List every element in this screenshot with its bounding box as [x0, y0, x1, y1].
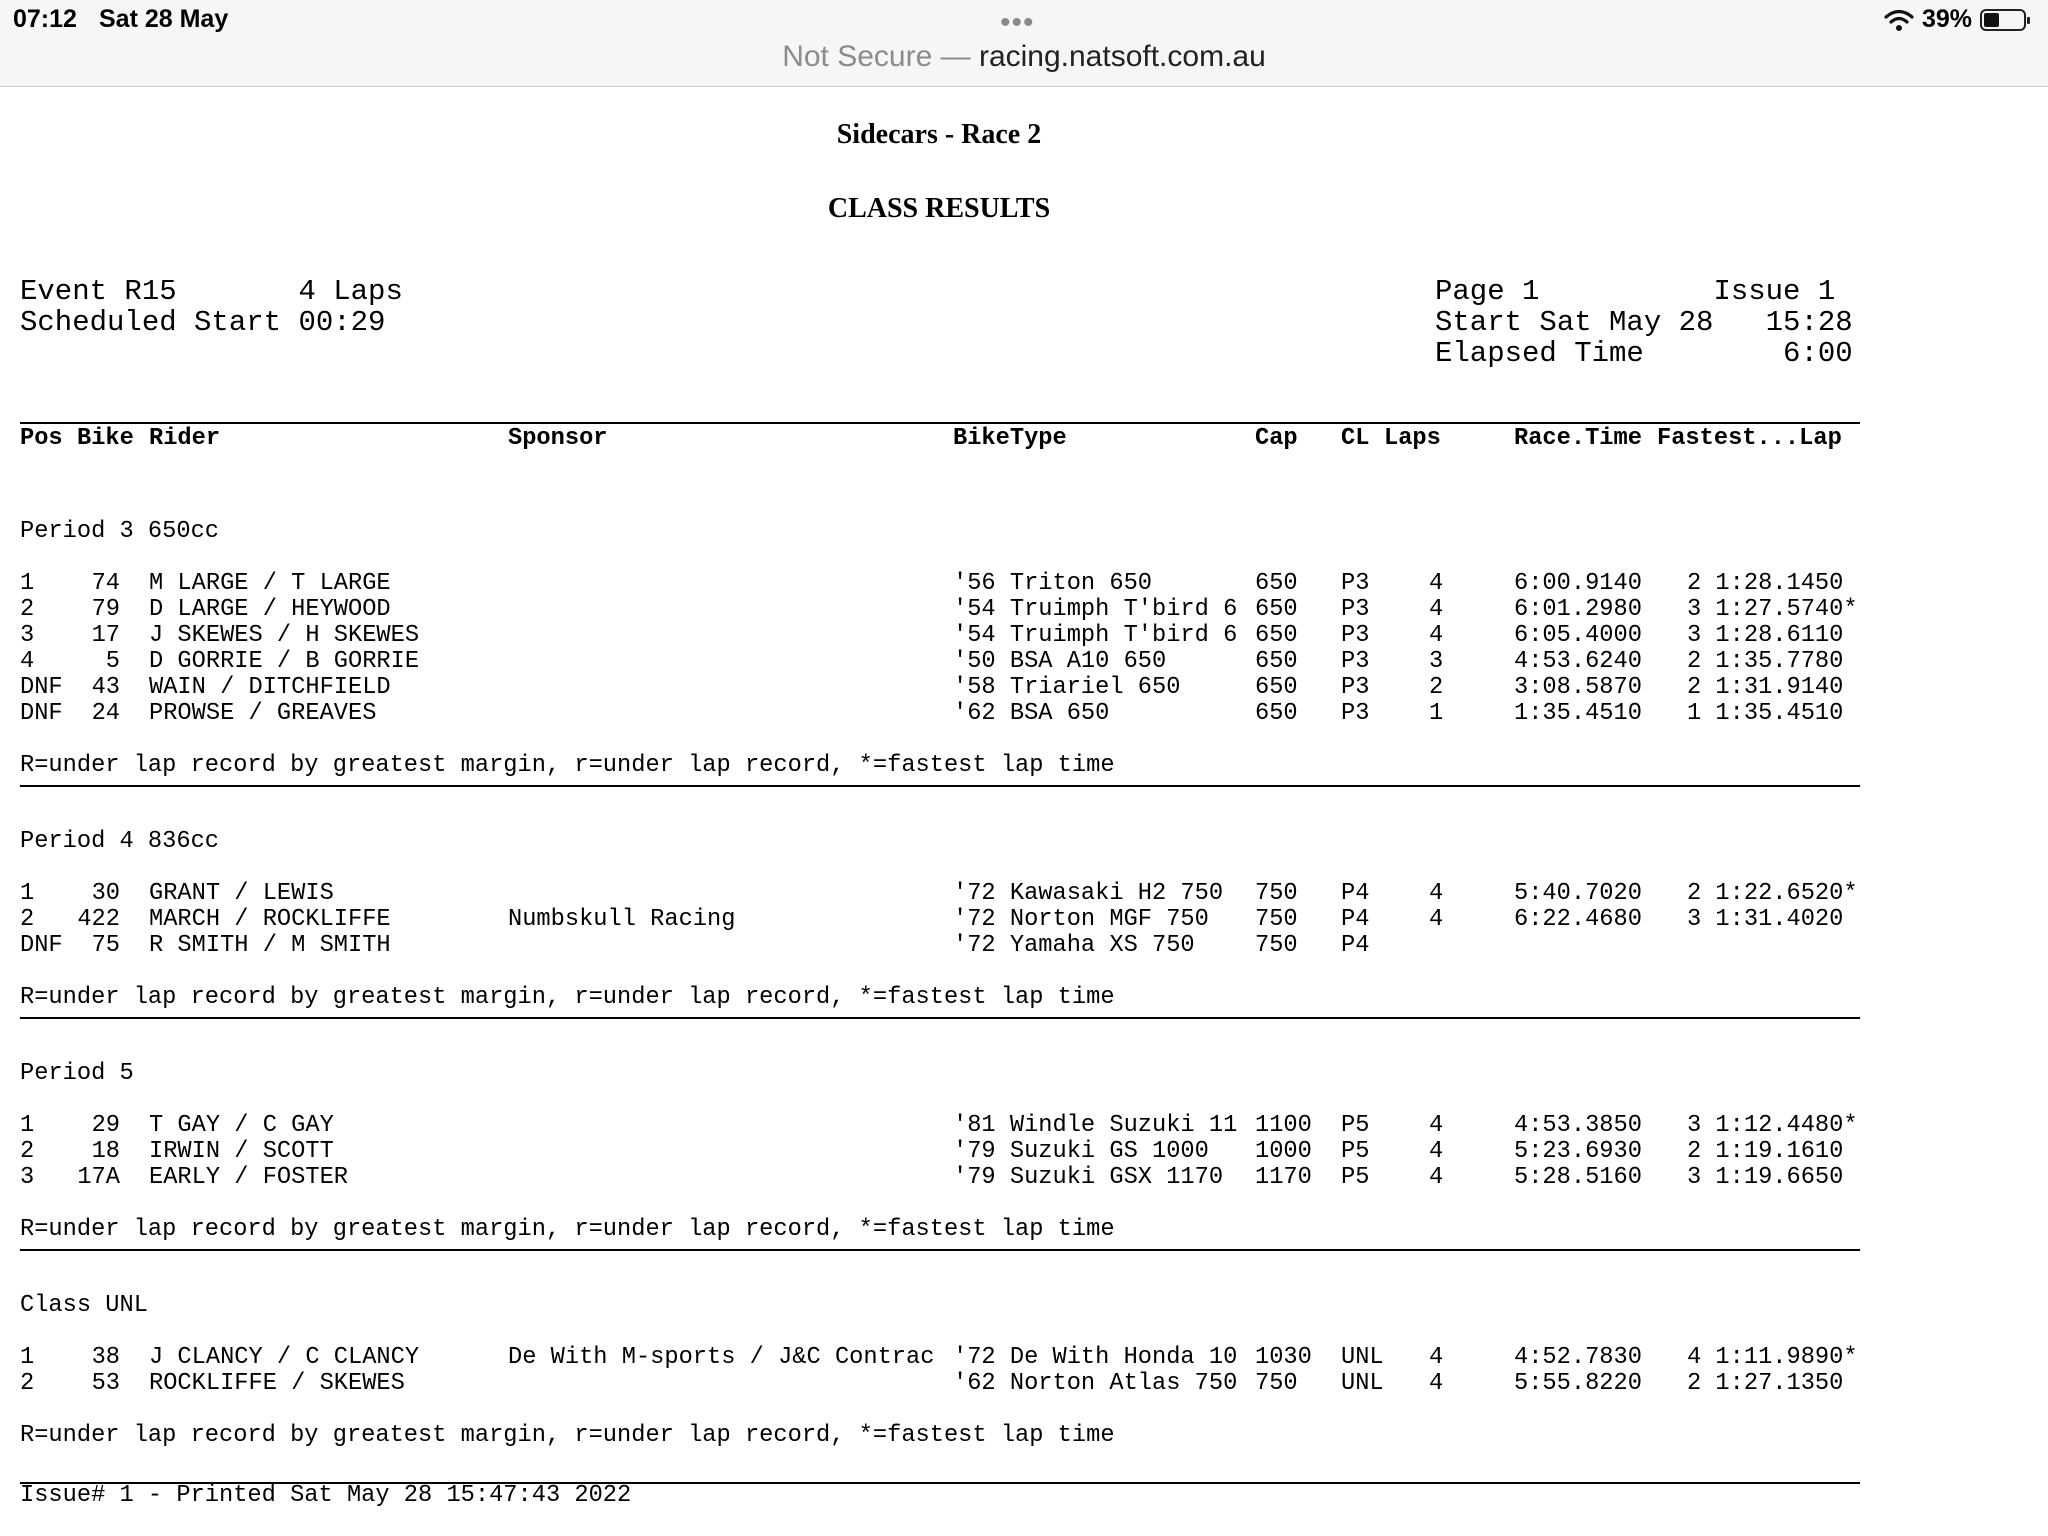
cell-pos: 3 [20, 1164, 35, 1191]
cell-fastest: 3 1:19.6650 [1687, 1164, 1844, 1191]
cell-cl: P3 [1341, 700, 1370, 727]
cell-racetime: 4:52.7830 [1514, 1344, 1642, 1371]
battery-icon [1980, 9, 2026, 31]
cell-pos: 1 [20, 880, 35, 907]
cell-laps: 1 [1429, 700, 1444, 727]
cell-bike: 38 [91, 1344, 120, 1371]
section-divider [20, 785, 1860, 787]
cell-bike: 18 [91, 1138, 120, 1165]
cell-cap: 650 [1255, 570, 1298, 597]
cell-bike: 422 [77, 906, 120, 933]
cell-biketype: '56 Triton 650 [953, 570, 1153, 597]
cell-racetime: 5:55.8220 [1514, 1370, 1642, 1397]
col-pos: Pos [20, 425, 63, 452]
cell-biketype: '79 Suzuki GSX 1170 [953, 1164, 1224, 1191]
cell-biketype: '54 Truimph T'bird 6 [953, 596, 1238, 623]
cell-racetime: 4:53.6240 [1514, 648, 1642, 675]
cell-rider: EARLY / FOSTER [149, 1164, 349, 1191]
cell-biketype: '79 Suzuki GS 1000 [953, 1138, 1209, 1165]
cell-cl: P4 [1341, 906, 1370, 933]
cell-pos: 4 [20, 648, 35, 675]
cell-cl: UNL [1341, 1370, 1384, 1397]
cell-cl: P3 [1341, 596, 1370, 623]
cell-fastest: 2 1:35.7780 [1687, 648, 1844, 675]
cell-cl: P5 [1341, 1112, 1370, 1139]
page-issue: Page 1 Issue 1 [1435, 275, 1836, 308]
wifi-icon [1884, 8, 1914, 32]
cell-cap: 650 [1255, 596, 1298, 623]
cell-cl: P3 [1341, 648, 1370, 675]
cell-bike: 74 [91, 570, 120, 597]
cell-rider: J SKEWES / H SKEWES [149, 622, 420, 649]
cell-cap: 1170 [1255, 1164, 1312, 1191]
cell-fastest: 3 1:28.6110 [1687, 622, 1844, 649]
col-fastest: Fastest...Lap [1657, 425, 1842, 452]
col-bike: Bike [77, 425, 134, 452]
cell-biketype: '72 Kawasaki H2 750 [953, 880, 1224, 907]
cell-bike: 24 [91, 700, 120, 727]
cell-cap: 750 [1255, 1370, 1298, 1397]
cell-rider: J CLANCY / C CLANCY [149, 1344, 420, 1371]
status-date: Sat 28 May [99, 5, 229, 33]
cell-biketype: '72 Yamaha XS 750 [953, 932, 1195, 959]
cell-cl: P4 [1341, 880, 1370, 907]
cell-bike: 30 [91, 880, 120, 907]
cell-racetime: 6:00.9140 [1514, 570, 1642, 597]
cell-laps: 3 [1429, 648, 1444, 675]
cell-cap: 1030 [1255, 1344, 1312, 1371]
col-racetime: Race.Time [1514, 425, 1642, 452]
cell-cap: 650 [1255, 648, 1298, 675]
cell-rider: R SMITH / M SMITH [149, 932, 391, 959]
cell-rider: GRANT / LEWIS [149, 880, 334, 907]
cell-rider: D LARGE / HEYWOOD [149, 596, 391, 623]
cell-pos: 2 [20, 1370, 35, 1397]
cell-laps: 4 [1429, 596, 1444, 623]
cell-biketype: '54 Truimph T'bird 6 [953, 622, 1238, 649]
cell-rider: IRWIN / SCOTT [149, 1138, 334, 1165]
cell-racetime: 5:23.6930 [1514, 1138, 1642, 1165]
footer-issue: Issue# 1 - Printed Sat May 28 15:47:43 2022 [20, 1482, 632, 1509]
cell-pos: 2 [20, 906, 35, 933]
cell-biketype: '62 BSA 650 [953, 700, 1110, 727]
cell-rider: PROWSE / GREAVES [149, 700, 377, 727]
cell-fastest: 3 1:27.5740* [1687, 596, 1858, 623]
col-cl: CL [1341, 425, 1370, 452]
results-page [0, 87, 2048, 1536]
cell-pos: 1 [20, 1112, 35, 1139]
cell-sponsor: Numbskull Racing [508, 906, 736, 933]
cell-racetime: 5:40.7020 [1514, 880, 1642, 907]
url-domain: racing.natsoft.com.au [978, 40, 1266, 73]
cell-cl: P3 [1341, 674, 1370, 701]
cell-pos: DNF [20, 674, 63, 701]
cell-laps: 4 [1429, 880, 1444, 907]
cell-bike: 43 [91, 674, 120, 701]
cell-cap: 650 [1255, 622, 1298, 649]
legend-note: R=under lap record by greatest margin, r=under lap record, *=fastest lap time [20, 1216, 1115, 1243]
event-line: Event R15 4 Laps [20, 275, 403, 308]
cell-cap: 750 [1255, 906, 1298, 933]
cell-biketype: '72 De With Honda 10 [953, 1344, 1238, 1371]
legend-note: R=under lap record by greatest margin, r=under lap record, *=fastest lap time [20, 984, 1115, 1011]
address-bar[interactable] [0, 40, 2048, 74]
cell-fastest: 4 1:11.9890* [1687, 1344, 1858, 1371]
cell-cap: 1000 [1255, 1138, 1312, 1165]
cell-pos: 1 [20, 570, 35, 597]
page-subtitle: CLASS RESULTS [827, 193, 1051, 224]
cell-fastest: 2 1:31.9140 [1687, 674, 1844, 701]
cell-pos: 1 [20, 1344, 35, 1371]
status-time: 07:12 [13, 5, 77, 33]
cell-biketype: '72 Norton MGF 750 [953, 906, 1209, 933]
cell-laps: 4 [1429, 1138, 1444, 1165]
cell-rider: M LARGE / T LARGE [149, 570, 391, 597]
cell-racetime: 4:53.3850 [1514, 1112, 1642, 1139]
cell-cl: P3 [1341, 622, 1370, 649]
cell-bike: 29 [91, 1112, 120, 1139]
cell-laps: 4 [1429, 622, 1444, 649]
class-name: Period 3 650cc [20, 518, 220, 545]
cell-bike: 17 [91, 622, 120, 649]
cell-bike: 53 [91, 1370, 120, 1397]
cell-pos: DNF [20, 700, 63, 727]
status-indicators [1884, 5, 2026, 34]
cell-laps: 4 [1429, 1344, 1444, 1371]
cell-laps: 4 [1429, 570, 1444, 597]
cell-bike: 75 [91, 932, 120, 959]
class-name: Class UNL [20, 1292, 148, 1319]
cell-racetime: 6:01.2980 [1514, 596, 1642, 623]
cell-fastest: 2 1:27.1350 [1687, 1370, 1844, 1397]
cell-biketype: '58 Triariel 650 [953, 674, 1181, 701]
cell-bike: 17A [77, 1164, 120, 1191]
cell-fastest: 2 1:28.1450 [1687, 570, 1844, 597]
cell-fastest: 1 1:35.4510 [1687, 700, 1844, 727]
cell-cap: 650 [1255, 700, 1298, 727]
section-divider [20, 1249, 1860, 1251]
cell-cl: P5 [1341, 1138, 1370, 1165]
cell-laps: 4 [1429, 1112, 1444, 1139]
scheduled-start: Scheduled Start 00:29 [20, 306, 386, 339]
cell-cl: UNL [1341, 1344, 1384, 1371]
not-secure-label: Not Secure — [782, 40, 979, 73]
cell-rider: ROCKLIFFE / SKEWES [149, 1370, 405, 1397]
cell-bike: 5 [105, 648, 120, 675]
col-sponsor: Sponsor [508, 425, 608, 452]
col-laps: Laps [1384, 425, 1441, 452]
cell-fastest: 3 1:31.4020 [1687, 906, 1844, 933]
cell-cap: 650 [1255, 674, 1298, 701]
multitasking-dots-icon[interactable]: ••• [1000, 6, 1035, 39]
cell-cap: 750 [1255, 932, 1298, 959]
col-cap: Cap [1255, 425, 1298, 452]
cell-rider: MARCH / ROCKLIFFE [149, 906, 391, 933]
cell-bike: 79 [91, 596, 120, 623]
col-rider: Rider [149, 425, 221, 452]
cell-pos: DNF [20, 932, 63, 959]
cell-racetime: 5:28.5160 [1514, 1164, 1642, 1191]
cell-fastest: 2 1:22.6520* [1687, 880, 1858, 907]
class-name: Period 4 836cc [20, 828, 220, 855]
cell-sponsor: De With M-sports / J&C Contrac [508, 1344, 935, 1371]
section-divider [20, 1017, 1860, 1019]
cell-cl: P4 [1341, 932, 1370, 959]
cell-biketype: '50 BSA A10 650 [953, 648, 1167, 675]
cell-laps: 4 [1429, 1164, 1444, 1191]
cell-rider: D GORRIE / B GORRIE [149, 648, 420, 675]
cell-biketype: '62 Norton Atlas 750 [953, 1370, 1238, 1397]
cell-pos: 2 [20, 596, 35, 623]
cell-fastest: 2 1:19.1610 [1687, 1138, 1844, 1165]
cell-racetime: 6:22.4680 [1514, 906, 1642, 933]
status-bar [0, 0, 2048, 87]
page-title: Sidecars - Race 2 [836, 119, 1042, 150]
cell-cap: 750 [1255, 880, 1298, 907]
page-info [1435, 276, 1853, 369]
cell-cap: 1100 [1255, 1112, 1312, 1139]
cell-rider: T GAY / C GAY [149, 1112, 334, 1139]
legend-note: R=under lap record by greatest margin, r=under lap record, *=fastest lap time [20, 1422, 1115, 1449]
cell-cl: P3 [1341, 570, 1370, 597]
class-name: Period 5 [20, 1060, 134, 1087]
cell-racetime: 6:05.4000 [1514, 622, 1642, 649]
event-info [20, 276, 403, 338]
legend-note: R=under lap record by greatest margin, r=under lap record, *=fastest lap time [20, 752, 1115, 779]
cell-biketype: '81 Windle Suzuki 11 [953, 1112, 1238, 1139]
battery-percent: 39% [1921, 5, 1972, 33]
cell-rider: WAIN / DITCHFIELD [149, 674, 391, 701]
cell-racetime: 1:35.4510 [1514, 700, 1642, 727]
cell-laps: 4 [1429, 1370, 1444, 1397]
cell-laps: 4 [1429, 906, 1444, 933]
cell-racetime: 3:08.5870 [1514, 674, 1642, 701]
cell-pos: 2 [20, 1138, 35, 1165]
col-biketype: BikeType [953, 425, 1067, 452]
header-divider [20, 422, 1860, 424]
elapsed-time: Elapsed Time 6:00 [1435, 337, 1853, 370]
cell-laps: 2 [1429, 674, 1444, 701]
cell-pos: 3 [20, 622, 35, 649]
cell-fastest: 3 1:12.4480* [1687, 1112, 1858, 1139]
start-time: Start Sat May 28 15:28 [1435, 306, 1853, 339]
cell-cl: P5 [1341, 1164, 1370, 1191]
